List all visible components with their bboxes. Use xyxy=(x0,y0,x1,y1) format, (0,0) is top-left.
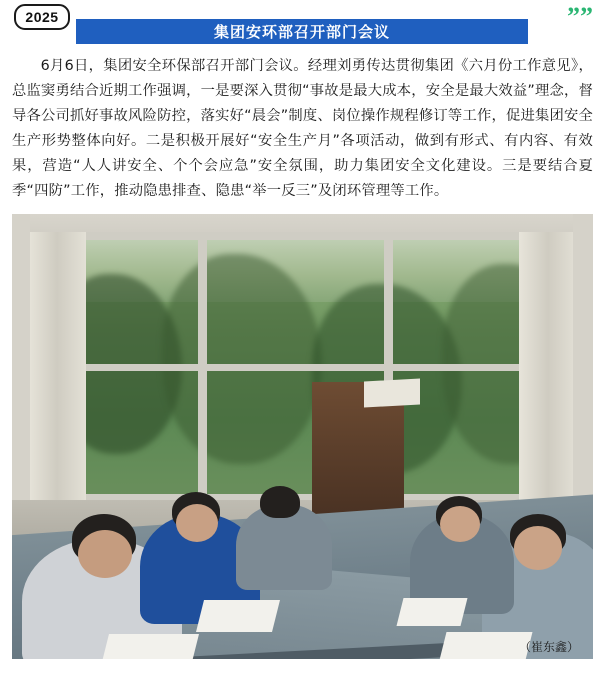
year-badge: 2025 xyxy=(14,4,70,30)
meeting-photo xyxy=(12,214,593,659)
article-body xyxy=(12,54,593,204)
quote-marks-icon: ”” xyxy=(567,2,593,31)
photo-caption: （崔东鑫） xyxy=(518,640,579,654)
photo-canvas xyxy=(12,214,593,659)
article-paragraph: 6月6日，集团安全环保部召开部门会议。经理刘勇传达贯彻集团《六月份工作意见》，总监窦勇结合近期工作强调，一是要深入贯彻“事故是最大成本，安全是最大效益”理念，督导各公司抓好事故风险防控，落实好“晨会”制度、岗位操作规程修订等工作，促进集团安全生产形势整体向好。二是积极开展好“安全生产月”各项活动，做到有形式、有内容、有效果，营造“人人讲安全、个个会应急”安全氛围，助力集团安全文化建设。三是要结合夏季“四防”工作，推动隐患排查、隐患“举一反三”及闭环管理等工作。 xyxy=(12,58,593,199)
page-title: 集团安环部召开部门会议 xyxy=(213,23,390,41)
page-header xyxy=(0,0,605,46)
title-banner xyxy=(76,19,528,44)
